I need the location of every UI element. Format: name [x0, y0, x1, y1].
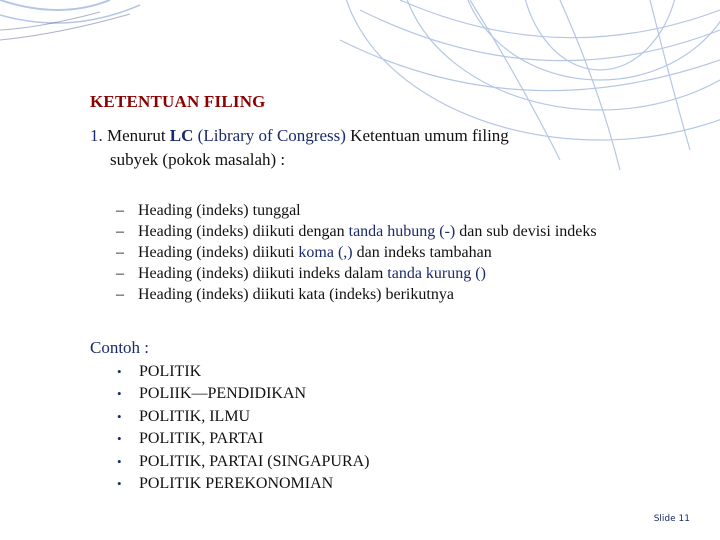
list-item	[112, 473, 370, 495]
example-text: POLITIK PEREKONOMIAN	[139, 475, 334, 493]
example-text: POLIIK—PENDIDIKAN	[139, 385, 307, 403]
point-number: 1.	[90, 126, 103, 145]
rule-text: Heading (indeks) diikuti dengan	[138, 223, 345, 240]
dash-icon: –	[116, 286, 124, 303]
point-lead: Menurut	[107, 126, 166, 145]
point-one	[90, 124, 690, 172]
point-rest-line1: Ketentuan umum filing	[350, 126, 509, 145]
list-item	[112, 406, 370, 428]
rule-text-after: dan sub devisi indeks	[459, 223, 597, 240]
list-item	[112, 200, 692, 221]
rule-highlight: tanda kurung ()	[387, 265, 486, 282]
bullet-icon: •	[117, 431, 122, 447]
dash-icon: –	[116, 244, 124, 261]
slide-number: Slide 11	[653, 514, 690, 524]
bullet-icon: •	[117, 453, 122, 469]
bullet-icon: •	[117, 386, 122, 402]
list-item	[112, 221, 692, 242]
bullet-icon: •	[117, 476, 122, 492]
bullet-icon: •	[117, 408, 122, 424]
list-item	[112, 428, 370, 450]
rule-text: Heading (indeks) diikuti kata (indeks) berikutnya	[138, 286, 454, 303]
list-item	[112, 263, 692, 284]
rule-text-after: dan indeks tambahan	[356, 244, 492, 261]
list-item	[112, 284, 692, 305]
list-item	[112, 451, 370, 473]
example-text: POLITIK, PARTAI (SINGAPURA)	[139, 452, 370, 470]
dash-icon: –	[116, 223, 124, 240]
contoh-label: Contoh :	[90, 338, 150, 357]
example-text: POLITIK, ILMU	[139, 407, 251, 425]
rule-text: Heading (indeks) tunggal	[138, 202, 301, 219]
list-item	[112, 383, 370, 405]
bullet-icon: •	[117, 364, 122, 379]
point-rest-line2: subyek (pokok masalah) :	[110, 150, 286, 169]
list-item	[112, 361, 370, 383]
rule-text: Heading (indeks) diikuti	[138, 244, 295, 261]
example-text: POLITIK	[139, 363, 202, 380]
dash-icon: –	[116, 202, 124, 219]
rule-text: Heading (indeks) diikuti indeks dalam	[138, 265, 384, 282]
slide-title: KETENTUAN FILING	[90, 92, 266, 111]
heading-rules-list	[112, 200, 692, 305]
example-text: POLITIK, PARTAI	[139, 430, 264, 448]
point-abbr: LC	[169, 126, 194, 145]
rule-highlight: koma (,)	[298, 244, 353, 261]
point-abbr-full: (Library of Congress)	[197, 126, 346, 145]
examples-list	[112, 361, 370, 495]
rule-highlight: tanda hubung (-)	[348, 223, 456, 240]
list-item	[112, 242, 692, 263]
dash-icon: –	[116, 265, 124, 282]
